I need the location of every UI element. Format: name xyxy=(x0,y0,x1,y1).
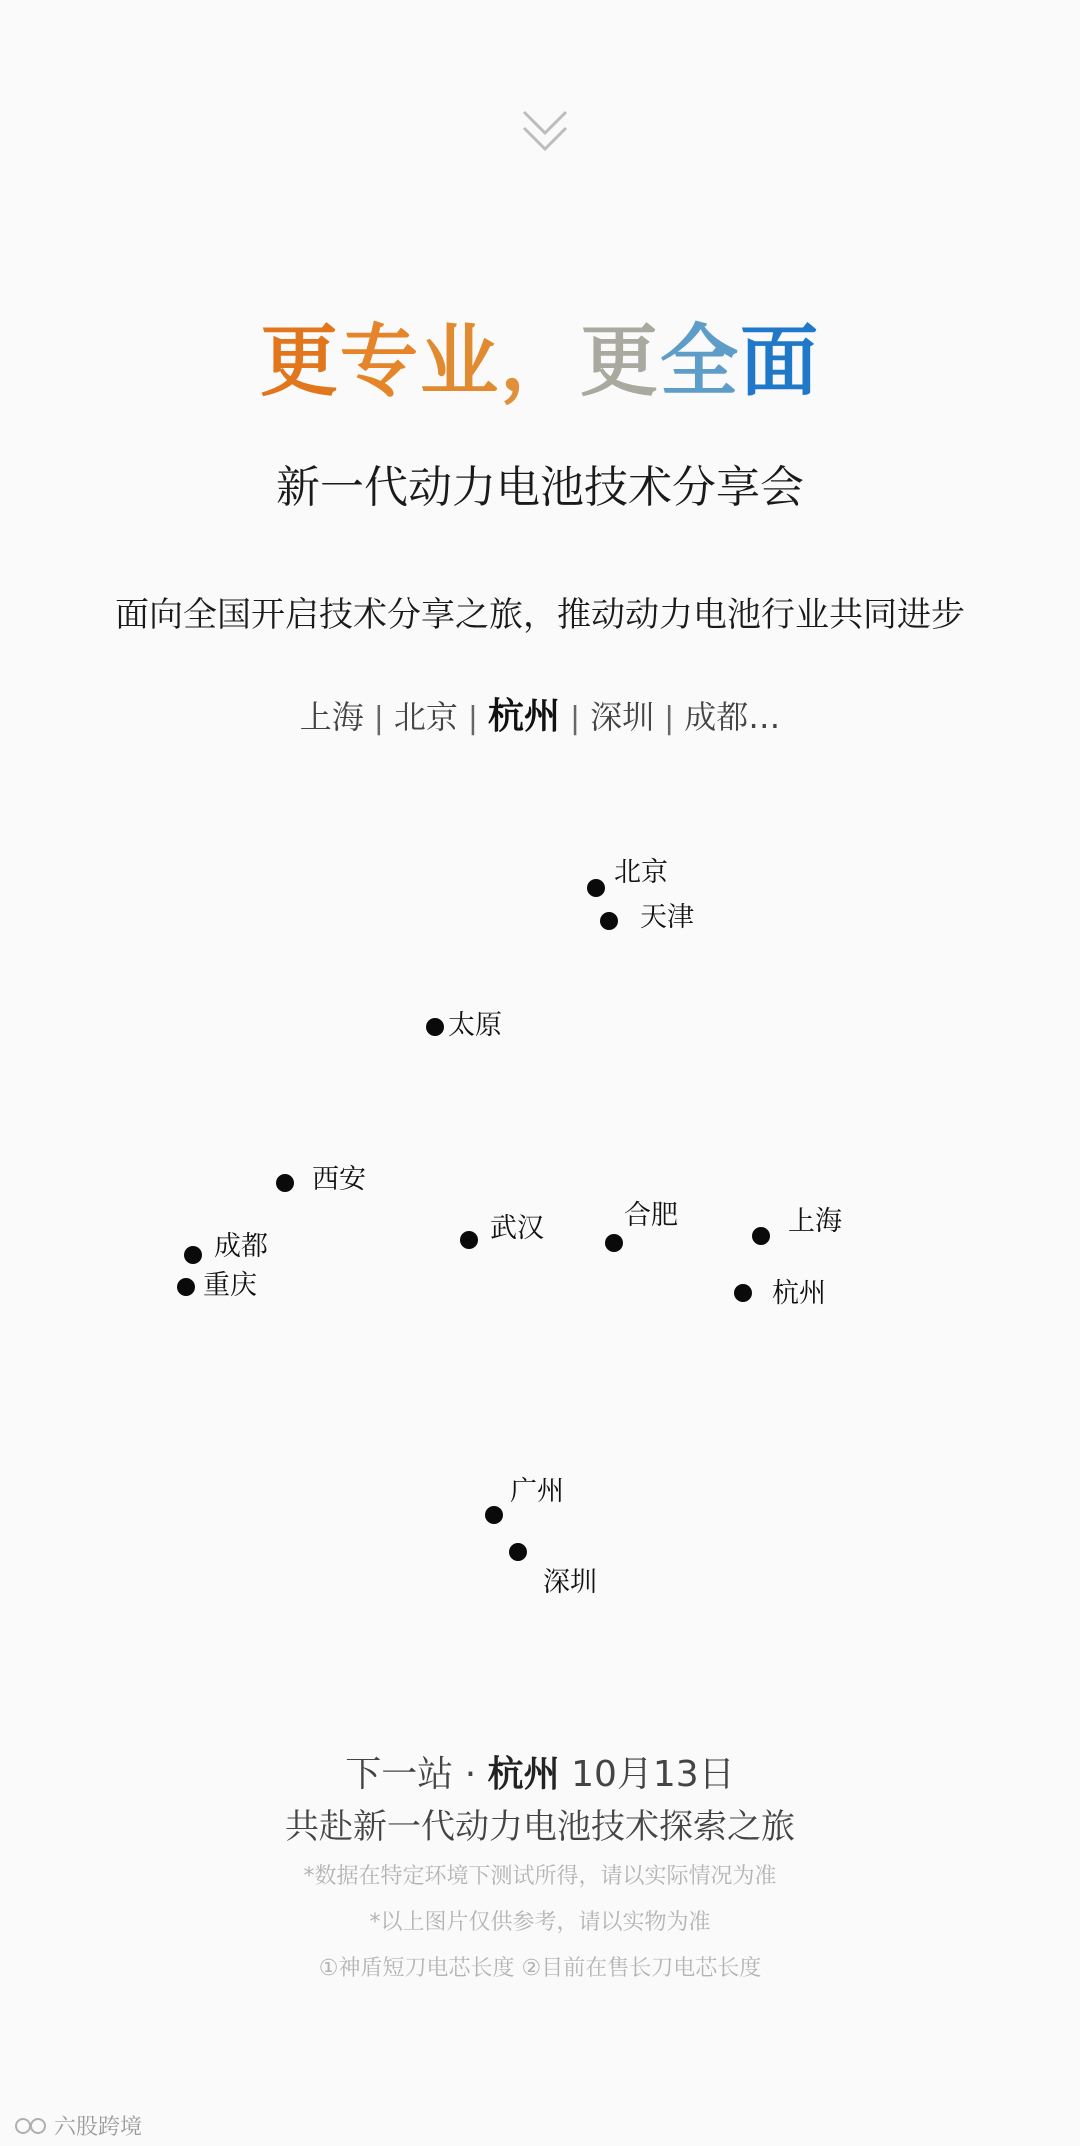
headline-char: 专 xyxy=(339,317,420,407)
city-label: 重庆 xyxy=(203,1270,257,1301)
city-label: 西安 xyxy=(312,1164,366,1195)
headline xyxy=(0,312,1080,412)
city-item: 深圳 xyxy=(590,698,655,736)
city-dot xyxy=(184,1246,202,1264)
footnote: *数据在特定环境下测试所得，请以实际情况为准 xyxy=(303,1864,777,1889)
city-label: 合肥 xyxy=(624,1200,678,1231)
event-subtitle: 新一代动力电池技术分享会 xyxy=(276,462,804,513)
city-dot xyxy=(276,1174,294,1192)
double-chevron-down-icon xyxy=(520,104,570,164)
city-label: 天津 xyxy=(640,902,694,933)
separator: | xyxy=(373,701,384,736)
city-dot xyxy=(734,1284,752,1302)
city-label: 成都 xyxy=(214,1231,268,1262)
headline-char: 更 xyxy=(259,317,340,407)
city-dot xyxy=(587,879,605,897)
headline-char: 全 xyxy=(660,317,741,407)
city-label: 上海 xyxy=(788,1206,842,1237)
city-dot xyxy=(752,1227,770,1245)
city-dot xyxy=(177,1278,195,1296)
city-label: 北京 xyxy=(614,857,668,888)
watermark-text: 六股跨境 xyxy=(54,2115,143,2140)
city-label: 太原 xyxy=(448,1010,502,1041)
separator: | xyxy=(570,701,581,736)
tagline: 面向全国开启技术分享之旅，推动动力电池行业共同进步 xyxy=(115,595,965,635)
city-dot xyxy=(460,1231,478,1249)
cities-line xyxy=(0,692,1080,744)
city-item: 成都… xyxy=(684,698,781,736)
city-label: 杭州 xyxy=(772,1278,826,1309)
city-item: 上海 xyxy=(299,698,364,736)
city-label: 广州 xyxy=(510,1476,564,1507)
footnote: *以上图片仅供参考，请以实物为准 xyxy=(369,1910,711,1935)
city-label: 深圳 xyxy=(543,1567,597,1598)
next-stop-line xyxy=(0,1750,1080,1800)
city-item: 北京 xyxy=(393,698,458,736)
next-stop-date: 10月13日 xyxy=(559,1754,735,1795)
headline-char: 更 xyxy=(580,317,661,407)
headline-char: ， xyxy=(499,317,580,407)
city-dot xyxy=(600,912,618,930)
city-dot xyxy=(485,1506,503,1524)
brand-logo-icon xyxy=(14,2115,48,2137)
separator: | xyxy=(664,701,675,736)
watermark xyxy=(14,2110,142,2141)
headline-char: 业 xyxy=(419,317,500,407)
next-stop-prefix: 下一站 · xyxy=(345,1754,488,1795)
city-item-highlight: 杭州 xyxy=(487,696,560,737)
footnote: ①神盾短刀电芯长度 ②目前在售长刀电芯长度 xyxy=(318,1956,762,1981)
city-label: 武汉 xyxy=(490,1213,544,1244)
headline-char: 面 xyxy=(740,317,821,407)
next-stop-city: 杭州 xyxy=(487,1754,560,1795)
city-dot xyxy=(426,1018,444,1036)
city-dot xyxy=(509,1543,527,1561)
separator: | xyxy=(467,701,478,736)
city-dot xyxy=(605,1234,623,1252)
next-stop-slogan: 共赴新一代动力电池技术探索之旅 xyxy=(285,1807,795,1847)
